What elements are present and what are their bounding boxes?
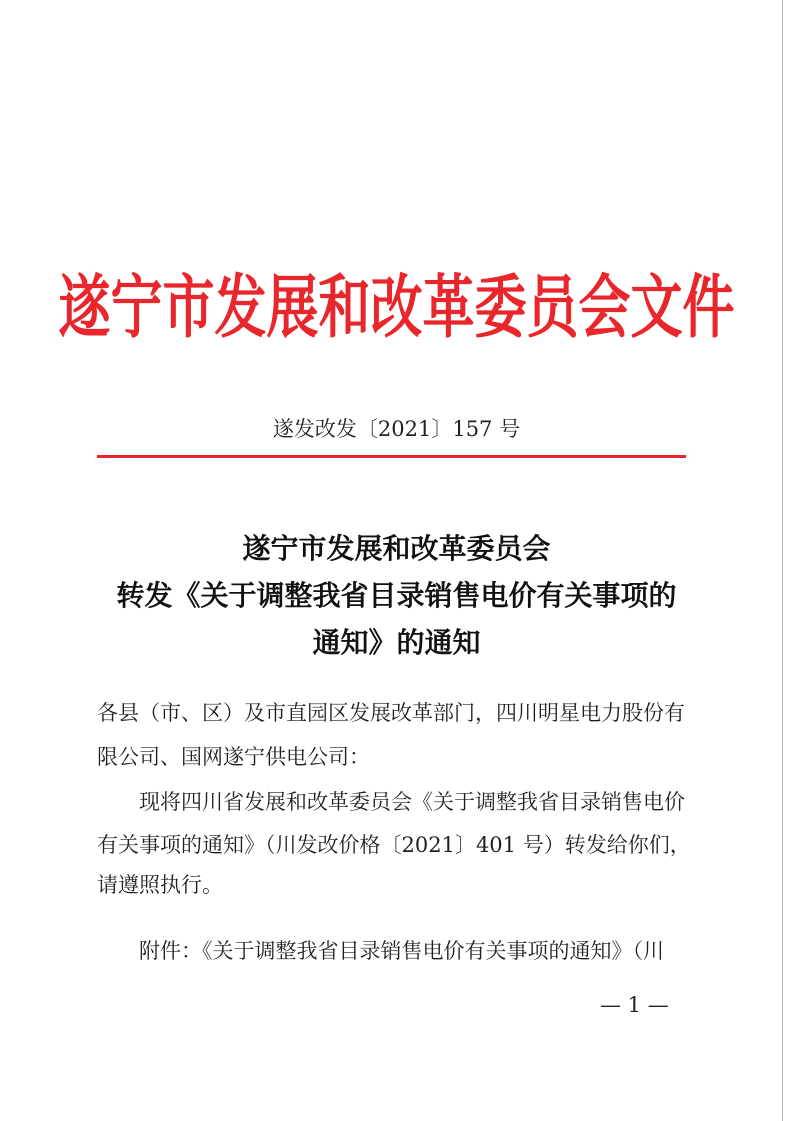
attachment-line: 附件：《关于调整我省目录销售电价有关事项的通知》（川 (139, 939, 664, 963)
recipients-line-2: 限公司、国网遂宁供电公司： (97, 745, 370, 769)
document-masthead: 遂宁市发展和改革委员会文件 (58, 269, 735, 349)
page-number: — 1 — (600, 993, 669, 1017)
body-paragraph-line-1: 现将四川省发展和改革委员会《关于调整我省目录销售电价 (139, 790, 685, 814)
title-line-1: 遂宁市发展和改革委员会 (242, 532, 551, 565)
red-separator-rule (97, 455, 686, 458)
recipients-line-1: 各县（市、区）及市直园区发展改革部门，四川明星电力股份有 (97, 701, 685, 725)
title-line-2: 转发《关于调整我省目录销售电价有关事项的 (116, 579, 677, 612)
title-line-3: 通知》的通知 (312, 626, 481, 659)
body-paragraph-line-3: 请遵照执行。 (97, 873, 223, 897)
document-number: 遂发改发〔2021〕157 号 (272, 417, 521, 441)
body-paragraph-line-2: 有关事项的通知》（川发改价格〔2021〕401 号）转发给你们， (97, 833, 691, 857)
